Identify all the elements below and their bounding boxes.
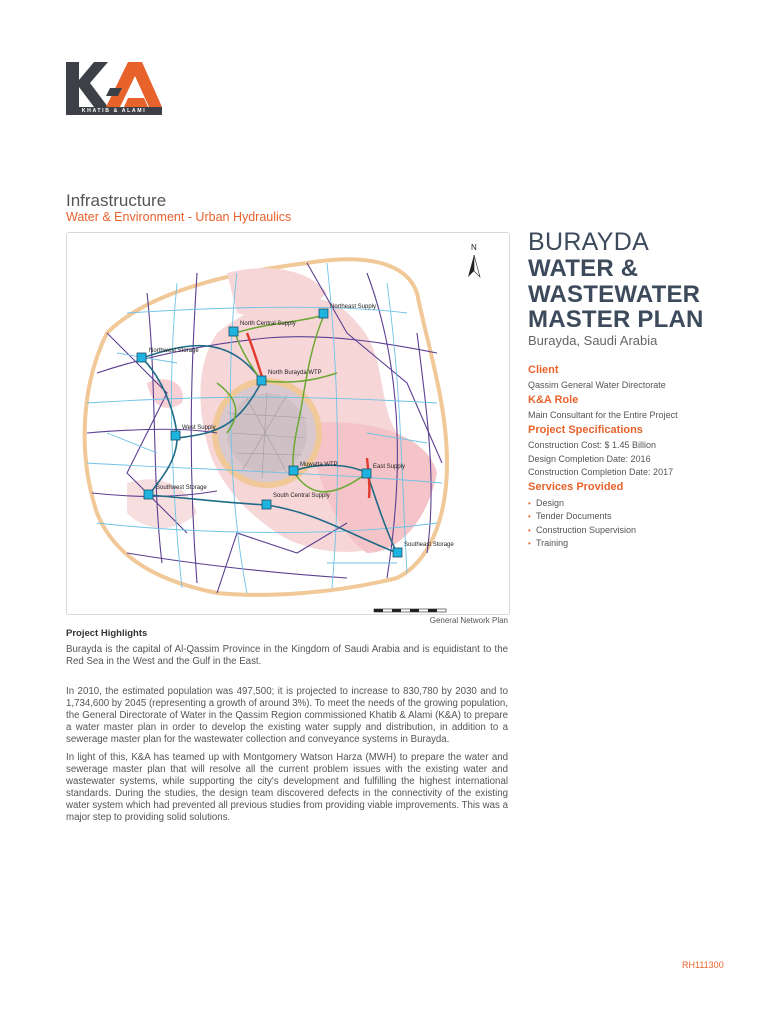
project-title-line: MASTER PLAN xyxy=(528,306,704,333)
project-title-line: WASTEWATER xyxy=(528,281,701,308)
bullet-icon: • xyxy=(528,512,531,522)
station-label: Northeast Supply xyxy=(330,304,377,310)
list-item: • Construction Supervision xyxy=(528,524,637,535)
bullet-icon: • xyxy=(528,539,531,549)
specs-heading: Project Specifications xyxy=(528,424,643,436)
highlights-paragraph: Burayda is the capital of Al-Qassim Province in the Kingdom of Saudi Arabia and is equidistant to the Red Sea in the West and the Gulf in the East. xyxy=(66,644,508,667)
project-location: Burayda, Saudi Arabia xyxy=(528,333,658,348)
project-name-light: BURAYDA xyxy=(528,228,650,256)
station-label: South Central Supply xyxy=(273,493,330,499)
list-item: • Design xyxy=(528,498,565,508)
svg-text:N: N xyxy=(471,243,477,252)
company-logo xyxy=(66,62,162,114)
station-label: Southwest Storage xyxy=(156,485,207,491)
north-arrow-icon xyxy=(468,243,480,277)
logo-wordmark: KHATIB & ALAMI xyxy=(66,107,162,115)
highlights-paragraph: In light of this, K&A has teamed up with Montgomery Watson Harza (MWH) to prepare the water and sewerage master plan that will resolve all the current problem issues with the existing water and wastewater systems, while supporting the city's development and fulfilling the highest international standards. During the studies, the design team discovered defects in the connectivity of the existing water system which had prevented all previous studies from providing viable improvements. This was a major step to providing solid solutions. xyxy=(66,752,508,823)
station-label: North Central Supply xyxy=(240,321,296,327)
network-map-graphic xyxy=(67,233,509,614)
project-title-line: WATER & xyxy=(528,255,639,282)
bullet-icon: • xyxy=(528,499,531,508)
role-heading: K&A Role xyxy=(528,394,579,406)
client-value: Qassim General Water Directorate xyxy=(528,380,666,390)
section-subtitle: Water & Environment - Urban Hydraulics xyxy=(66,210,292,224)
highlights-paragraph: In 2010, the estimated population was 497,500; it is projected to increase to 830,780 by 2030 and to 1,734,600 by 2045 (representing a growth of around 3%). To meet the needs of the growing population, the General Directorate of Water in the Qassim Region commissioned Khatib & Alami (K&A) to prepare a water master plan in order to develop the existing water supply and distribution, in addition to a sewerage master plan for the wastewater collection and conveyance systems in Burayda. xyxy=(66,686,508,745)
station-label: Northwest Storage xyxy=(149,348,199,354)
station-label: Southeast Storage xyxy=(404,542,454,548)
station-label: North Burayda WTP xyxy=(268,370,322,376)
role-value: Main Consultant for the Entire Project xyxy=(528,410,678,420)
spec-item: Construction Completion Date: 2017 xyxy=(528,467,674,477)
highlights-heading: Project Highlights xyxy=(66,628,148,639)
scale-bar xyxy=(374,609,446,612)
network-map xyxy=(66,232,510,615)
list-item: • Training xyxy=(528,538,569,549)
map-caption: General Network Plan xyxy=(429,616,508,625)
spec-item: Construction Cost: $ 1.45 Billion xyxy=(528,440,657,450)
section-title: Infrastructure xyxy=(66,191,167,210)
client-heading: Client xyxy=(528,364,559,376)
spec-item: Design Completion Date: 2016 xyxy=(528,454,651,464)
bullet-icon: • xyxy=(528,525,531,535)
services-list xyxy=(528,497,636,551)
station-label: Muwatta WTP xyxy=(300,462,338,468)
list-item: • Tender Documents xyxy=(528,511,612,522)
station-label: West Supply xyxy=(182,425,216,431)
station-label: East Supply xyxy=(373,464,406,470)
ka-logo-mark xyxy=(66,62,162,108)
services-heading: Services Provided xyxy=(528,481,624,493)
document-code: RH111300 xyxy=(682,960,724,970)
